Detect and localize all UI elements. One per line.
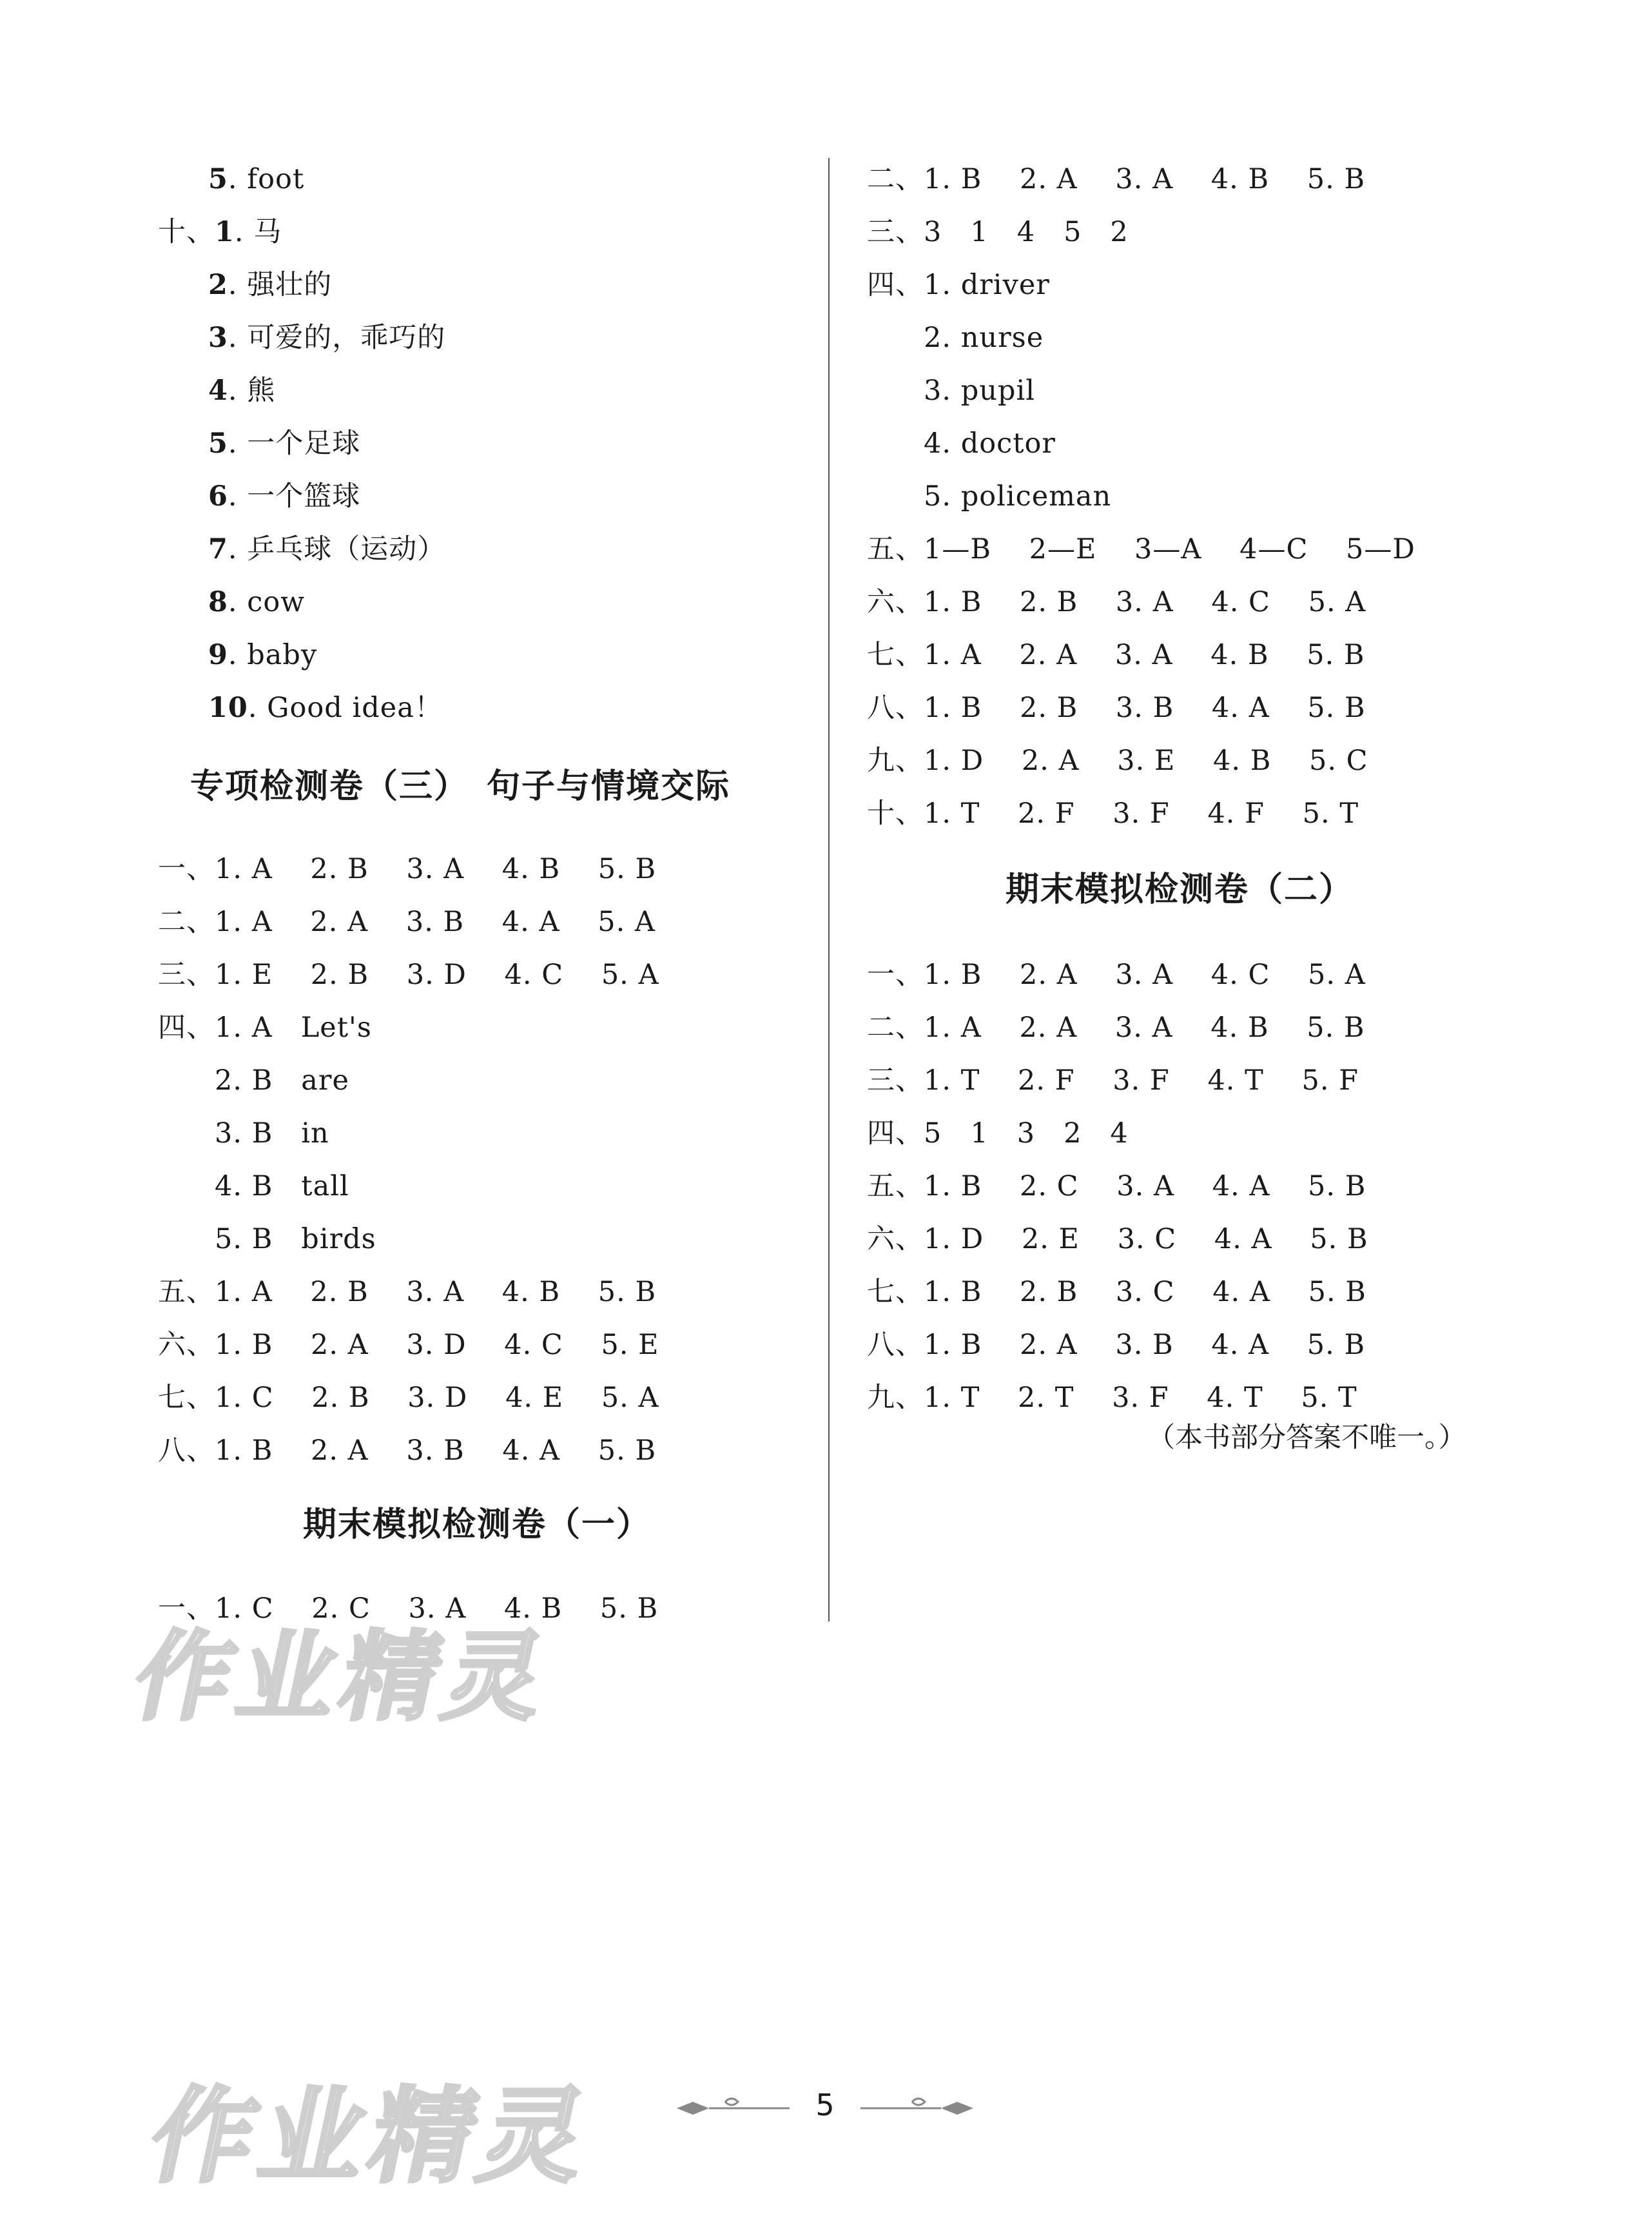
answer-line [158, 213, 282, 251]
answer-text: . 可爱的，乖巧的 [228, 322, 446, 354]
question-number: 4 [208, 375, 228, 407]
answer-line: 3. B in [158, 1117, 329, 1150]
answer-line [208, 318, 445, 357]
question-section-label: 十、 [158, 216, 215, 248]
watermark-logo: 作业精灵 [124, 1621, 561, 1734]
answer-line [208, 160, 304, 199]
answer-text: . 乒乓球（运动） [228, 533, 446, 565]
answer-line: 四、5 1 3 2 4 [867, 1117, 1129, 1150]
answer-line: 二、1. B 2. A 3. A 4. B 5. B [867, 163, 1366, 195]
answer-line: 五、1—B 2—E 3—A 4—C 5—D [867, 533, 1415, 565]
answer-line: 八、1. B 2. A 3. B 4. A 5. B [867, 1329, 1366, 1361]
answer-line [208, 583, 305, 622]
answer-line: 4. doctor [867, 427, 1056, 460]
answer-text: . foot [228, 163, 305, 195]
page-number: 5 [815, 2088, 835, 2122]
answer-text: . Good idea！ [248, 692, 443, 724]
answer-line [208, 689, 443, 727]
answer-line: 二、1. A 2. A 3. B 4. A 5. A [158, 906, 656, 938]
question-number: 10 [208, 692, 248, 724]
answer-line: 六、1. D 2. E 3. C 4. A 5. B [867, 1223, 1368, 1255]
section-heading-final-test-1: 期末模拟检测卷（一） [303, 1505, 652, 1544]
answer-line: 二、1. A 2. A 3. A 4. B 5. B [867, 1012, 1365, 1044]
answer-text: . baby [228, 639, 318, 671]
answer-line: 八、1. B 2. A 3. B 4. A 5. B [158, 1435, 657, 1467]
answer-line: 三、3 1 4 5 2 [867, 216, 1129, 248]
answer-note: （本书部分答案不唯一。） [1147, 1422, 1466, 1454]
answer-line: 一、1. C 2. C 3. A 4. B 5. B [158, 1592, 659, 1625]
answer-line: 十、1. T 2. F 3. F 4. F 5. T [867, 798, 1359, 830]
watermark-logo-bottom: 作业精灵 [140, 2076, 605, 2197]
answer-line: 六、1. B 2. A 3. D 4. C 5. E [158, 1329, 659, 1361]
answer-line [208, 266, 332, 304]
question-number: 6 [208, 480, 228, 513]
question-number: 7 [208, 533, 228, 565]
answer-line: 五、1. A 2. B 3. A 4. B 5. B [158, 1276, 657, 1308]
question-number: 5 [208, 427, 228, 460]
answer-line: 四、1. A Let's [158, 1012, 372, 1044]
answer-line: 九、1. D 2. A 3. E 4. B 5. C [867, 745, 1368, 777]
answer-line: 七、1. A 2. A 3. A 4. B 5. B [867, 639, 1365, 671]
section-heading-final-test-2: 期末模拟检测卷（二） [1006, 870, 1354, 909]
answer-line: 七、1. B 2. B 3. C 4. A 5. B [867, 1276, 1366, 1308]
question-number: 1 [215, 216, 235, 248]
answer-line [208, 371, 275, 410]
question-number: 9 [208, 639, 228, 671]
question-number: 5 [208, 163, 228, 195]
answer-line [208, 477, 360, 516]
answer-line: 三、1. T 2. F 3. F 4. T 5. F [867, 1064, 1359, 1097]
answer-line: 2. B are [158, 1064, 349, 1097]
answer-text: . 一个篮球 [228, 480, 361, 513]
section-heading-special-test-3: 专项检测卷（三） 句子与情境交际 [190, 767, 731, 806]
answer-line: 2. nurse [867, 322, 1044, 354]
answer-line: 5. policeman [867, 480, 1112, 513]
answer-line: 4. B tall [158, 1170, 349, 1202]
answer-line: 3. pupil [867, 375, 1035, 407]
answer-text: . cow [228, 586, 306, 618]
answer-line: 一、1. A 2. B 3. A 4. B 5. B [158, 853, 657, 885]
answer-text: . 强壮的 [228, 269, 333, 301]
answer-line: 六、1. B 2. B 3. A 4. C 5. A [867, 586, 1366, 618]
answer-line: 七、1. C 2. B 3. D 4. E 5. A [158, 1382, 659, 1414]
answer-line: 九、1. T 2. T 3. F 4. T 5. T [867, 1382, 1357, 1414]
answer-line: 八、1. B 2. B 3. B 4. A 5. B [867, 692, 1366, 724]
answer-text: . 一个足球 [228, 427, 361, 460]
column-divider [828, 158, 830, 1621]
answer-line: 5. B birds [158, 1223, 376, 1255]
answer-line: 四、1. driver [867, 269, 1050, 301]
answer-line: 一、1. B 2. A 3. A 4. C 5. A [867, 959, 1366, 991]
answer-text: . 熊 [228, 375, 276, 407]
question-number: 2 [208, 269, 228, 301]
answer-line: 五、1. B 2. C 3. A 4. A 5. B [867, 1170, 1366, 1202]
answer-line [208, 424, 360, 463]
answer-line [208, 530, 445, 569]
answer-line [208, 636, 317, 674]
answer-text: . 马 [234, 216, 282, 248]
question-number: 3 [208, 322, 228, 354]
question-number: 8 [208, 586, 228, 618]
answer-line: 三、1. E 2. B 3. D 4. C 5. A [158, 959, 659, 991]
